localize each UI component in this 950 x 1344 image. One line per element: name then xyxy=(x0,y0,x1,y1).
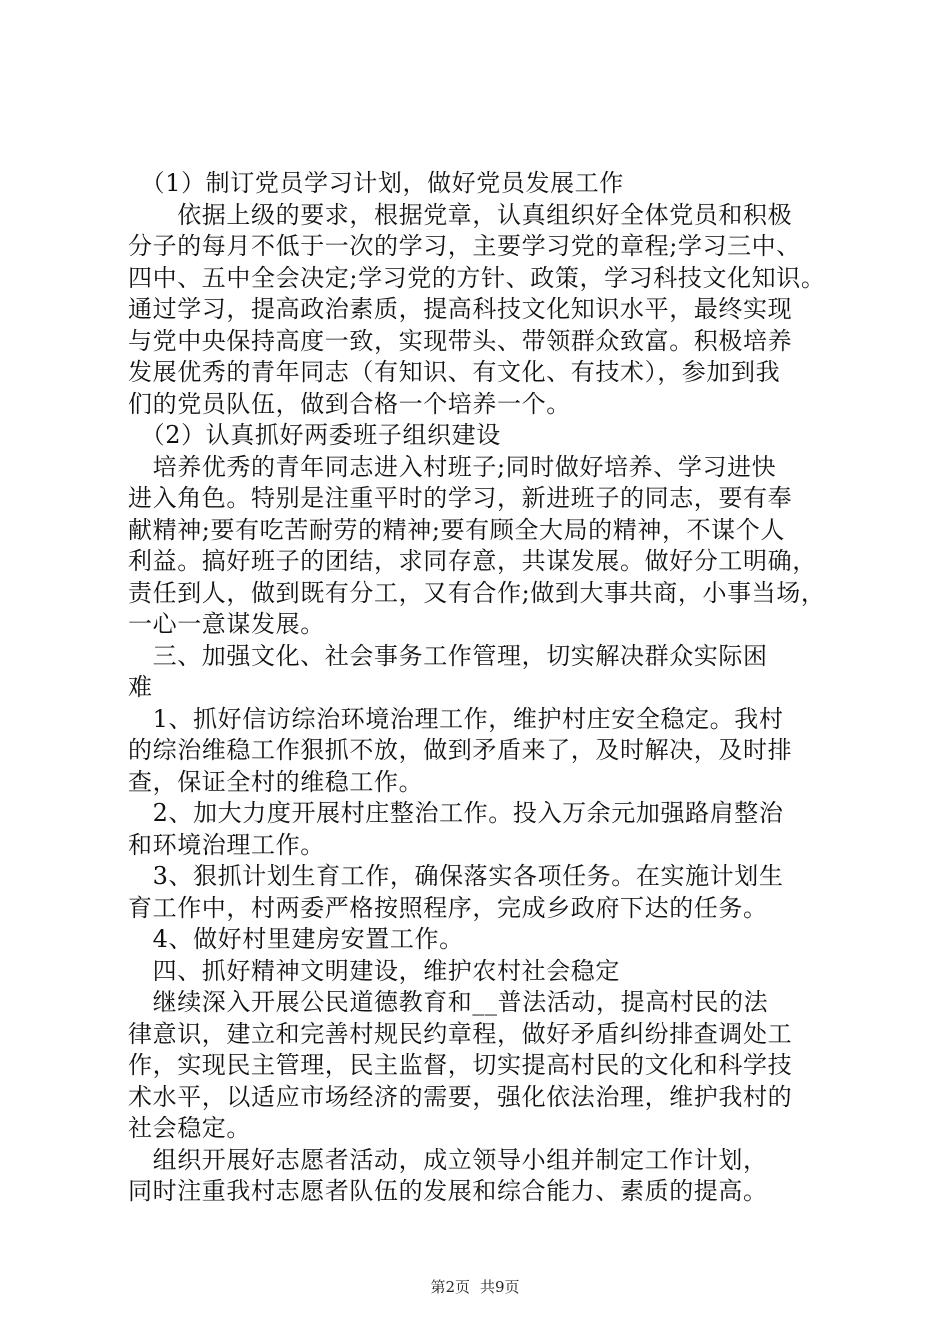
text-line: 2、加大力度开展村庄整治工作。投入万余元加强路肩整治 xyxy=(128,799,784,827)
text-line: 培养优秀的青年同志进入村班子;同时做好培养、学习进快 xyxy=(128,452,777,481)
text-line: 组织开展好志愿者活动，成立领导小组并制定工作计划， xyxy=(128,1145,768,1174)
text-line: 作，实现民主管理，民主监督，切实提高村民的文化和科学技 xyxy=(128,1051,793,1079)
text-line: 同时注重我村志愿者队伍的发展和综合能力、素质的提高。 xyxy=(128,1177,768,1205)
text-line: 们的党员队伍，做到合格一个培养一个。 xyxy=(128,389,571,418)
text-line: 继续深入开展公民道德教育和__普法活动，提高村民的法 xyxy=(128,988,769,1016)
page-number: 第2页 xyxy=(430,1278,470,1296)
page-total: 共9页 xyxy=(480,1278,520,1296)
text-line: 责任到人，做到既有分工，又有合作;做到大事共商，小事当场， xyxy=(128,578,826,607)
text-line: 进入角色。特别是注重平时的学习，新进班子的同志，要有奉 xyxy=(128,484,793,512)
text-line: 难 xyxy=(128,673,153,701)
text-line: 四、抓好精神文明建设，维护农村社会稳定 xyxy=(128,956,620,985)
text-line: 4、做好村里建房安置工作。 xyxy=(128,925,464,953)
text-line: 的综治维稳工作狠抓不放，做到矛盾来了，及时解决，及时排 xyxy=(128,736,793,764)
text-line: 社会稳定。 xyxy=(128,1114,251,1142)
text-line: 发展优秀的青年同志（有知识、有文化、有技术），参加到我 xyxy=(128,358,781,386)
text-line: 律意识，建立和完善村规民约章程，做好矛盾纠纷排查调处工 xyxy=(128,1019,793,1048)
text-line: 育工作中，村两委严格按照程序，完成乡政府下达的任务。 xyxy=(128,893,768,922)
text-line: 3、狠抓计划生育工作，确保落实各项任务。在实施计划生 xyxy=(128,862,784,890)
text-line: 利益。搞好班子的团结，求同存意，共谋发展。做好分工明确， xyxy=(128,547,817,575)
text-line: 和环境治理工作。 xyxy=(128,830,325,859)
document-body xyxy=(128,168,858,1208)
text-line: 依据上级的要求，根据党章，认真组织好全体党员和积极 xyxy=(128,200,793,229)
text-line: 四中、五中全会决定;学习党的方针、政策，学习科技文化知识。 xyxy=(128,263,826,292)
text-line: 与党中央保持高度一致，实现带头、带领群众致富。积极培养 xyxy=(128,326,793,355)
text-line: （2）认真抓好两委班子组织建设 xyxy=(128,421,501,449)
text-line: 1、抓好信访综治环境治理工作，维护村庄安全稳定。我村 xyxy=(128,704,784,733)
text-line: 通过学习，提高政治素质，提高科技文化知识水平，最终实现 xyxy=(128,295,793,323)
text-line: 三、加强文化、社会事务工作管理，切实解决群众实际困 xyxy=(128,641,768,670)
text-line: 献精神;要有吃苦耐劳的精神;要有顾全大局的精神，不谋个人 xyxy=(128,515,785,544)
text-line: 一心一意谋发展。 xyxy=(128,610,325,638)
text-line: 查，保证全村的维稳工作。 xyxy=(128,767,424,796)
text-line: 分子的每月不低于一次的学习，主要学习党的章程;学习三中、 xyxy=(128,232,801,260)
text-line: （1）制订党员学习计划，做好党员发展工作 xyxy=(128,169,624,197)
text-line: 术水平，以适应市场经济的需要，强化依法治理，维护我村的 xyxy=(128,1082,793,1111)
page-footer xyxy=(0,1276,950,1297)
